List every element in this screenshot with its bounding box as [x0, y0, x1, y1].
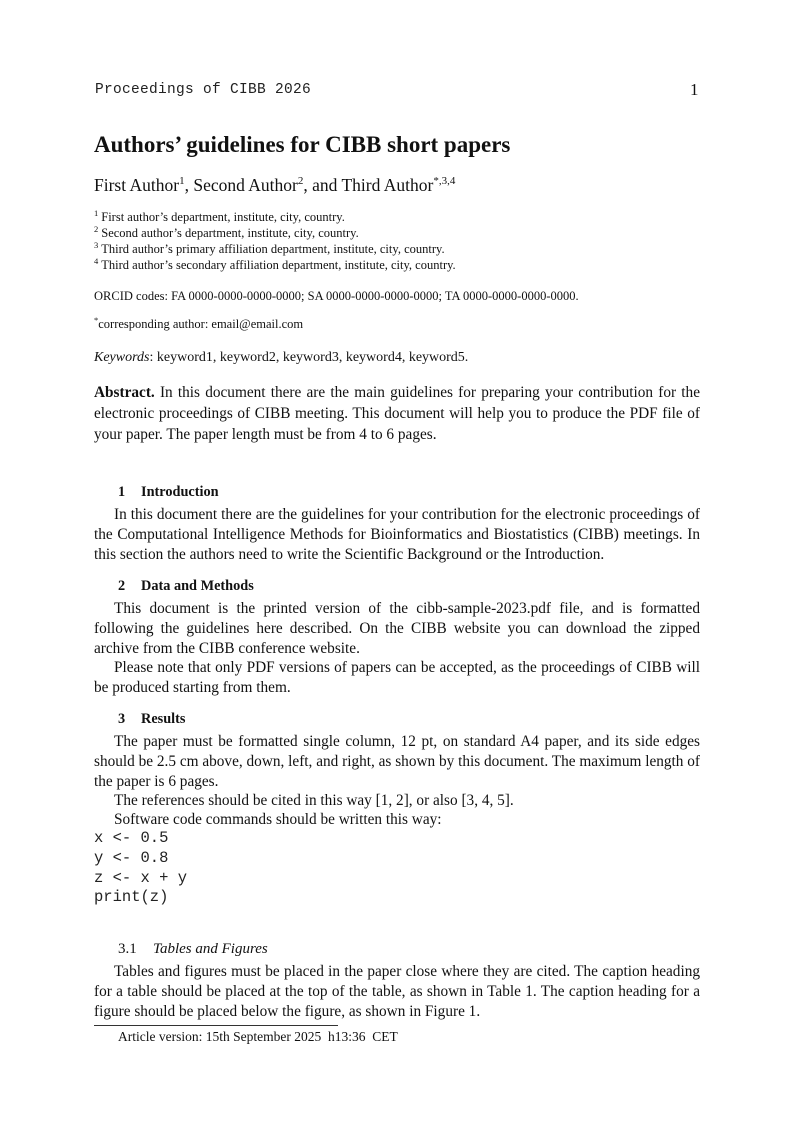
author-affil-marker: *,3,4: [433, 175, 456, 187]
section-heading: [118, 578, 254, 595]
keywords-text: : keyword1, keyword2, keyword3, keyword4, keyword5.: [149, 350, 469, 365]
body-paragraph: In this document there are the guidelines for your contribution for the electronic proceedings of the Computational Intelligence Methods for Bioinformatics and Biostatistics (CIBB) meetings. In this section the authors need to write the Scientific Background or the Introduction.: [94, 506, 700, 563]
author-affil-marker: 1: [179, 175, 185, 187]
body-paragraph: The references should be cited in this way [1, 2], or also [3, 4, 5].: [114, 792, 514, 809]
author-separator: ,: [184, 175, 194, 195]
abstract: [94, 383, 700, 445]
orcid-codes: ORCID codes: FA 0000-0000-0000-0000; SA 0000-0000-0000-0000; TA 0000-0000-0000-0000.: [94, 289, 579, 303]
affiliation-marker: 2: [94, 224, 99, 234]
body-paragraph: The paper must be formatted single column, 12 pt, on standard A4 paper, and its side edges should be 2.5 cm above, down, left, and right, as shown by this document. The maximum length of the paper is 6 pages.: [94, 733, 700, 790]
abstract-label: Abstract.: [94, 384, 155, 401]
affiliation-text: Third author’s secondary affiliation department, institute, city, country.: [101, 258, 456, 272]
corresponding-author: [94, 317, 303, 332]
footnote-article-version: Article version: 15th September 2025 h13:36 CET: [118, 1029, 398, 1044]
affiliation-text: Second author’s department, institute, city, country.: [101, 226, 359, 240]
affiliation: [94, 209, 456, 225]
section-heading: [118, 711, 185, 728]
author-separator: , and: [303, 175, 342, 195]
affiliation-marker: 3: [94, 240, 99, 250]
body-paragraph: Please note that only PDF versions of papers can be accepted, as the proceedings of CIBB will be produced starting from them.: [94, 659, 700, 696]
code-block: [94, 829, 187, 908]
affiliation-text: Third author’s primary affiliation department, institute, city, country.: [101, 242, 445, 256]
code-line: x <- 0.5: [94, 829, 169, 847]
author-name: Third Author: [341, 175, 434, 195]
affiliation: [94, 257, 456, 273]
subsection-number: 3.1: [118, 941, 137, 957]
body-paragraph: Software code commands should be written this way:: [114, 811, 442, 828]
paper-title: Authors’ guidelines for CIBB short papers: [94, 132, 511, 157]
section-number: 3: [118, 711, 126, 727]
body-paragraph: This document is the printed version of the cibb-sample-2023.pdf file, and is formatted following the guidelines here described. On the CIBB website you can download the zipped archive from the CIBB conference website.: [94, 600, 700, 657]
keywords: [94, 350, 468, 366]
affiliation-text: First author’s department, institute, city, country.: [101, 210, 345, 224]
subsection-title: Tables and Figures: [153, 941, 268, 957]
code-line: y <- 0.8: [94, 848, 169, 867]
section-title: Data and Methods: [141, 578, 254, 594]
body-paragraph: Tables and figures must be placed in the paper close where they are cited. The caption heading for a table should be placed at the top of the table, as shown in Table 1. The caption heading for a figure should be placed below the figure, as shown in Figure 1.: [94, 963, 700, 1020]
section-title: Results: [141, 711, 186, 727]
affiliation-marker: 1: [94, 208, 99, 218]
affiliation-marker: 4: [94, 256, 99, 266]
author-affil-marker: 2: [297, 175, 304, 187]
running-head: Proceedings of CIBB 2026: [95, 82, 312, 98]
page-number: 1: [690, 80, 699, 99]
code-line: print(z): [94, 888, 169, 907]
corresponding-marker: *: [94, 315, 99, 325]
code-line: z <- x + y: [94, 868, 188, 887]
corresponding-text: corresponding author: email@email.com: [98, 317, 304, 331]
section-heading: [118, 484, 219, 501]
affiliation-list: [94, 209, 456, 273]
abstract-text: In this document there are the main guidelines for preparing your contribution for the electronic proceedings of CIBB meeting. This document will help you to produce the PDF file of your paper. The paper length must be from 4 to 6 pages.: [94, 384, 700, 443]
affiliation: [94, 225, 456, 241]
section-title: Introduction: [141, 484, 219, 500]
subsection-heading: [118, 941, 268, 958]
section-number: 1: [118, 484, 126, 500]
author-name: First Author: [94, 175, 180, 195]
author-list: [94, 175, 455, 196]
keywords-label: Keywords: [94, 350, 150, 365]
footnote-rule: [94, 1025, 338, 1026]
author-name: Second Author: [193, 175, 298, 195]
affiliation: [94, 241, 456, 257]
section-number: 2: [118, 578, 126, 594]
